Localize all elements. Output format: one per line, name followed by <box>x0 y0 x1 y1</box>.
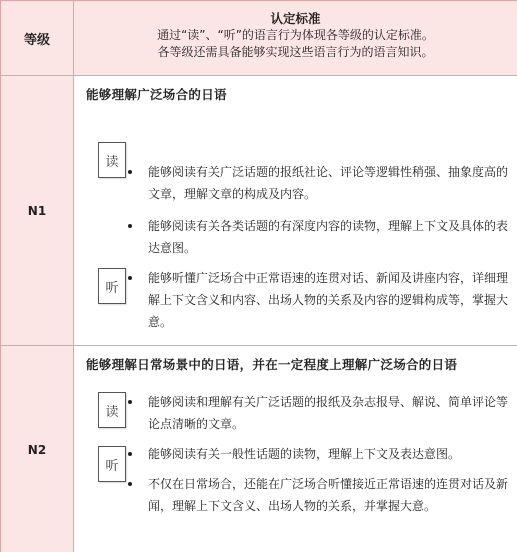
bullet-item-n1-2 <box>148 215 510 259</box>
bullet-text: 能够听懂广泛场合中正常语速的连贯对话、新闻及讲座内容，详细理解上下文含义和内容、出场人物的关系及内容的逻辑构成等，掌握大意。 <box>148 271 509 329</box>
standard-header-desc-line2: 各等级还需具备能够实现这些语言行为的语言知识。 <box>157 45 434 59</box>
bullet-item-n1-1 <box>148 161 510 205</box>
bullet-text: 不仅在日常场合，还能在广泛场合听懂接近正常语速的连贯对话及新闻，理解上下文含义、出场人物的关系，并掌握大意。 <box>148 477 509 513</box>
standard-column-header <box>74 1 517 76</box>
bullet-text: 能够阅读有关一般性话题的读物，理解上下文及表达意图。 <box>148 447 461 461</box>
level-column-header: 等级 <box>1 1 74 76</box>
description-cell-n2 <box>74 346 517 552</box>
section-title-n2: 能够理解日常场景中的日语，并在一定程度上理解广泛场合的日语 <box>86 357 458 372</box>
level-label-n2: N2 <box>1 346 74 552</box>
skill-box-read-n1: 读 <box>98 142 126 178</box>
section-title-n1: 能够理解广泛场合的日语 <box>86 87 227 102</box>
description-cell-n1 <box>74 76 517 346</box>
table-row-n2 <box>1 346 517 552</box>
bullet-text: 能够阅读和理解有关广泛话题的报纸及杂志报导、解说、简单评论等论点清晰的文章。 <box>148 395 509 431</box>
bullet-item-n2-3 <box>148 473 510 517</box>
bullet-item-n1-3 <box>148 267 510 333</box>
standard-header-title: 认定标准 <box>270 11 321 26</box>
bullet-item-n2-2 <box>148 443 510 465</box>
skill-box-listen-n1: 听 <box>98 268 126 304</box>
table-header-row <box>1 1 517 76</box>
standard-header-desc-line1: 通过“读”、“听”的语言行为体现各等级的认定标准。 <box>157 28 434 42</box>
skill-box-listen-n2: 听 <box>98 446 126 482</box>
level-label-n1: N1 <box>1 76 74 346</box>
bullet-text: 能够阅读有关广泛话题的报纸社论、评论等逻辑性稍强、抽象度高的文章，理解文章的构成及内容。 <box>148 165 509 201</box>
skill-box-read-n2: 读 <box>98 392 126 428</box>
table-row-n1 <box>1 76 517 346</box>
bullet-item-n2-1 <box>148 391 510 435</box>
bullet-text: 能够阅读有关各类话题的有深度内容的读物，理解上下文及具体的表达意图。 <box>148 219 509 255</box>
